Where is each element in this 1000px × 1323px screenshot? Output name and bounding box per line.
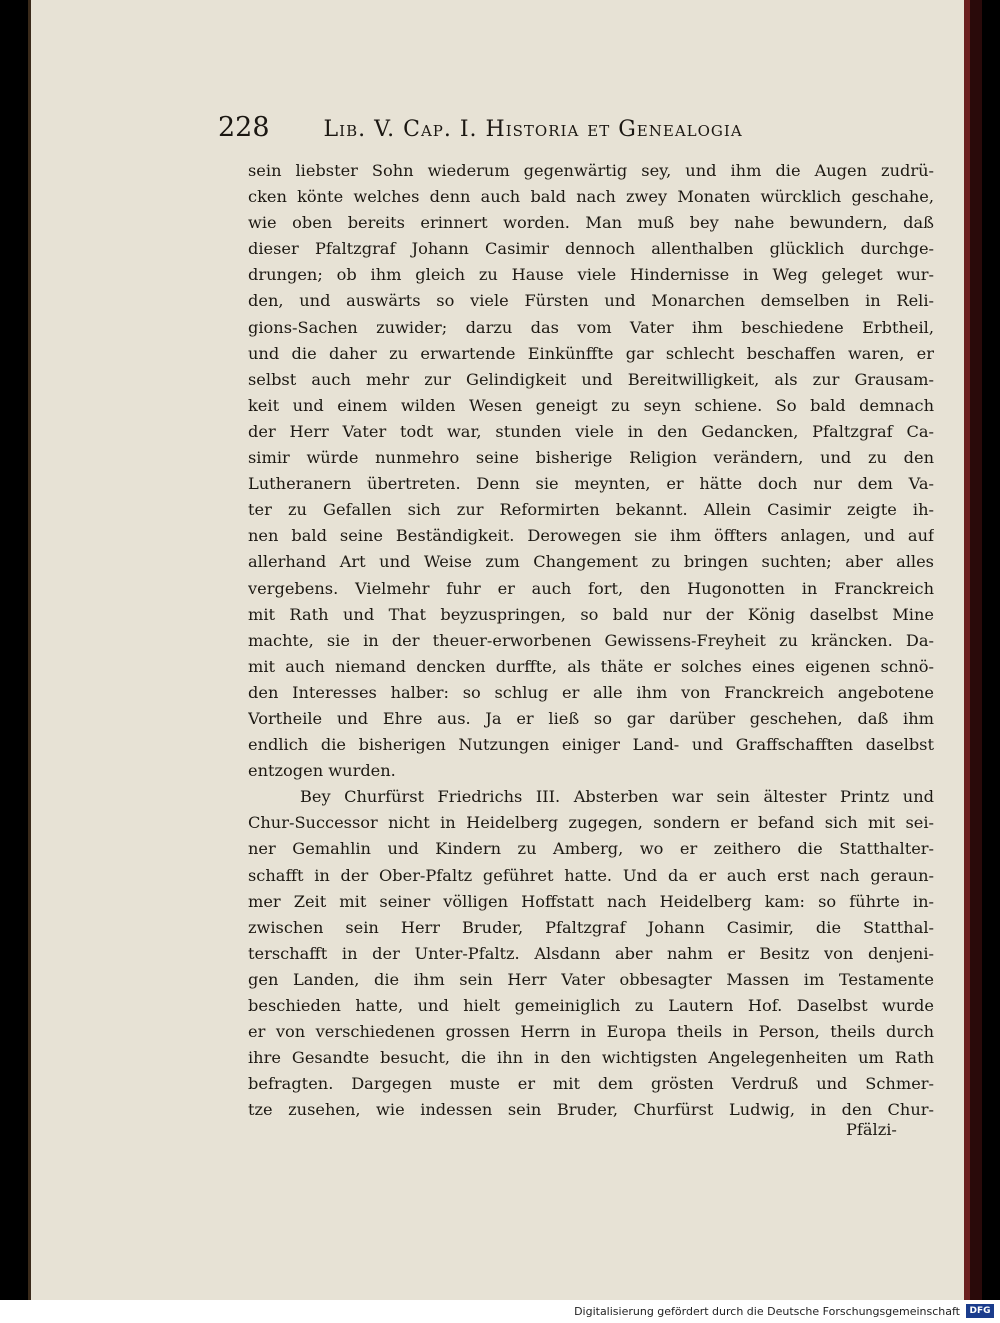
text-line: zwischen sein Herr Bruder, Pfaltzgraf Johann Casimir, die Statthal-: [248, 917, 934, 937]
text-line: terschafft in der Unter-Pfaltz. Alsdann aber nahm er Besitz von denjeni-: [248, 943, 934, 963]
text-line: mer Zeit mit seiner völligen Hoffstatt nach Heidelberg kam: so führte in-: [248, 891, 934, 911]
page-edge: [964, 0, 982, 1300]
paragraph-start-line: Bey Churfürst Friedrichs III. Absterben war sein ältester Printz und: [300, 787, 934, 807]
text-line: mit Rath und That beyzuspringen, so bald nur der König daselbst Mine: [248, 604, 934, 624]
text-line: gen Landen, die ihm sein Herr Vater obbesagter Massen im Testamente: [248, 969, 934, 989]
text-line: Lutheranern übertreten. Denn sie meynten, er hätte doch nur dem Va-: [248, 474, 934, 494]
text-line: endlich die bisherigen Nutzungen einiger Land- und Graffschafften daselbst: [248, 735, 934, 755]
dfg-logo[interactable]: DFG: [966, 1304, 994, 1318]
text-line: und die daher zu erwartende Einkünffte gar schlecht beschaffen waren, er: [248, 343, 934, 363]
text-line: befragten. Dargegen muste er mit dem grösten Verdruß und Schmer-: [248, 1074, 934, 1094]
text-line: er von verschiedenen grossen Herrn in Europa theils in Person, theils durch: [248, 1022, 934, 1042]
text-line: simir würde nunmehro seine bisherige Religion verändern, und zu den: [248, 448, 934, 468]
text-line: gions-Sachen zuwider; darzu das vom Vater ihm beschiedene Erbtheil,: [248, 317, 934, 337]
text-line: sein liebster Sohn wiederum gegenwärtig sey, und ihm die Augen zudrü-: [248, 161, 934, 180]
text-line: der Herr Vater todt war, stunden viele in den Gedancken, Pfaltzgraf Ca-: [248, 421, 934, 441]
text-line: beschieden hatte, und hielt gemeiniglich zu Lautern Hof. Daselbst wurde: [248, 996, 934, 1015]
text-line: dieser Pfaltzgraf Johann Casimir dennoch allenthalben glücklich durchge-: [248, 239, 934, 259]
text-line: tze zusehen, wie indessen sein Bruder, Churfürst Ludwig, in den Chur-: [248, 1100, 934, 1120]
text-line: nen bald seine Beständigkeit. Derowegen sie ihm öffters anlagen, und auf: [248, 526, 934, 546]
page-number: 228: [218, 112, 270, 143]
text-line: drungen; ob ihm gleich zu Hause viele Hindernisse in Weg geleget wur-: [248, 265, 934, 285]
text-line: den, und auswärts so viele Fürsten und Monarchen demselben in Reli-: [248, 291, 934, 311]
text-line: schafft in der Ober-Pfaltz geführet hatte. Und da er auch erst nach geraun-: [248, 865, 934, 885]
text-line: selbst auch mehr zur Gelindigkeit und Bereitwilligkeit, als zur Grausam-: [248, 369, 934, 389]
catchword: Pfälzi-: [846, 1120, 897, 1139]
footer-bar: [0, 1300, 1000, 1323]
text-line: Chur-Successor nicht in Heidelberg zugegen, sondern er befand sich mit sei-: [248, 813, 934, 833]
text-line: wie oben bereits erinnert worden. Man muß bey nahe bewundern, daß: [248, 213, 934, 233]
text-line: cken könte welches denn auch bald nach zwey Monaten würcklich geschahe,: [248, 187, 934, 207]
text-line: allerhand Art und Weise zum Changement zu bringen suchten; aber alles: [248, 552, 934, 572]
text-line: ter zu Gefallen sich zur Reformirten bekannt. Allein Casimir zeigte ih-: [248, 500, 934, 520]
text-line: machte, sie in der theuer-erworbenen Gewissens-Freyheit zu kräncken. Da-: [248, 630, 934, 650]
footer-credit: Digitalisierung gefördert durch die Deutsche Forschungsgemeinschaft: [574, 1305, 960, 1318]
body-text: [248, 158, 934, 1123]
text-line: den Interesses halber: so schlug er alle ihm von Franckreich angebotene: [248, 682, 934, 702]
text-line: ner Gemahlin und Kindern zu Amberg, wo er zeithero die Statthalter-: [248, 839, 934, 859]
text-line: Vortheile und Ehre aus. Ja er ließ so gar darüber geschehen, daß ihm: [248, 708, 934, 728]
text-line: mit auch niemand dencken durffte, als thäte er solches eines eigenen schnö-: [248, 656, 934, 676]
running-head: [218, 112, 828, 146]
text-line: entzogen wurden.: [248, 761, 396, 781]
text-line: vergebens. Vielmehr fuhr er auch fort, den Hugonotten in Franckreich: [248, 578, 934, 598]
running-head-title: Lib. V. Cap. I. Historia et Genealogia: [323, 117, 743, 142]
text-line: ihre Gesandte besucht, die ihn in den wichtigsten Angelegenheiten um Rath: [248, 1048, 934, 1068]
text-line: keit und einem wilden Wesen geneigt zu seyn schiene. So bald demnach: [248, 395, 934, 415]
